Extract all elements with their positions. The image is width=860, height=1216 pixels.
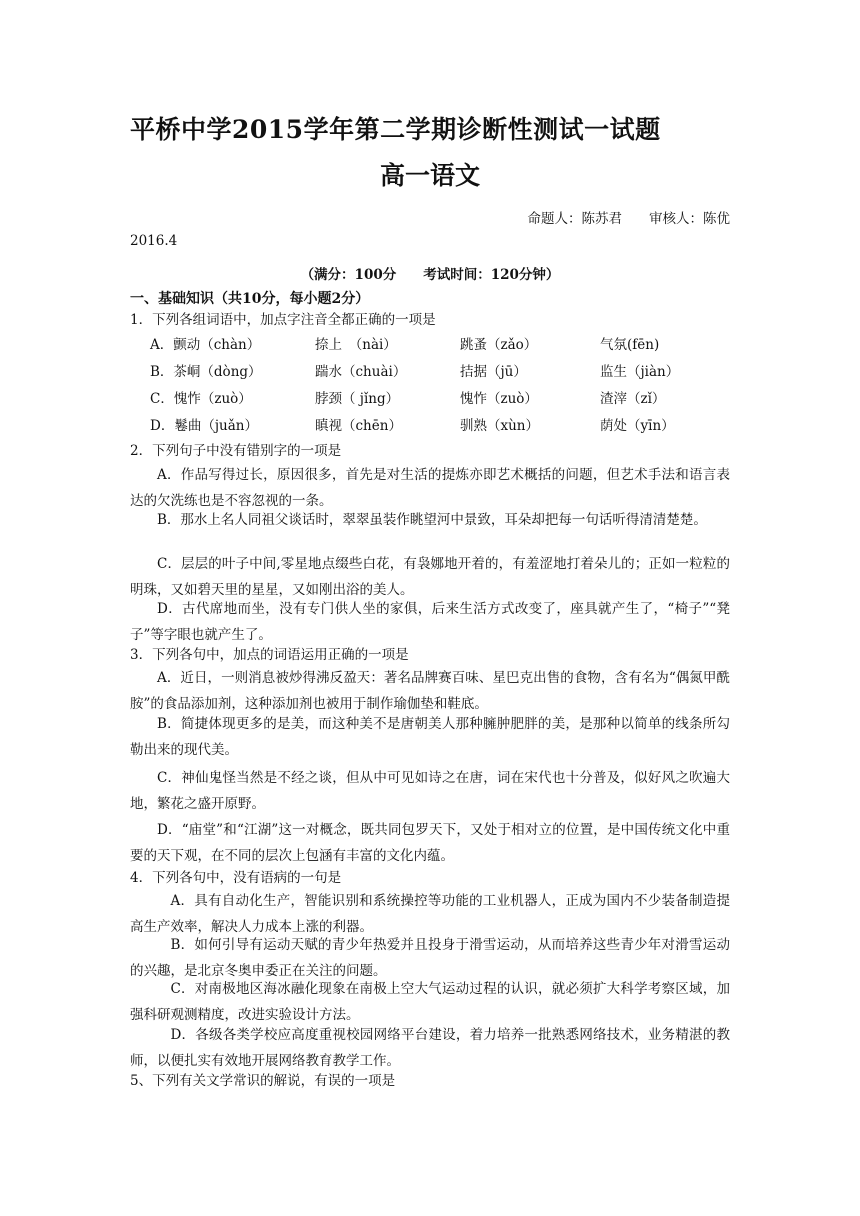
option-row [150,360,750,387]
option-cell: 气氛(fēn) [600,337,660,353]
question-4-option-b: B．如何引导有运动天赋的青少年热爱并且投身于滑雪运动，从而培养这些青少年对滑雪运动的兴趣，是北京冬奥申委正在关注的问题。 [130,937,730,979]
question-4-stem: 4．下列各句中，没有语病的一句是 [130,870,342,886]
exam-subject: 高一语文 [379,161,480,190]
question-4-option-c: C．对南极地区海冰融化现象在南极上空大气运动过程的认识，就必须扩大科学考察区域，加强科研观测精度，改进实验设计方法。 [130,981,730,1023]
authors: 命题人：陈苏君 审核人：陈优 [527,211,730,227]
question-2-option-c: C．层层的叶子中间,零星地点缀些白花，有袅娜地开着的，有羞涩地打着朵儿的；正如一粒粒的明珠，又如碧天里的星星，又如刚出浴的美人。 [130,556,730,598]
option-cell: 脖颈（ jǐng） [315,391,400,407]
question-3-option-c: C．神仙鬼怪当然是不经之谈，但从中可见如诗之在唐，词在宋代也十分普及，似好风之吹遍大地，繁花之盛开原野。 [130,770,730,812]
exam-title: 平桥中学2015学年第二学期诊断性测试一试题 [130,115,661,144]
question-3-stem: 3．下列各句中，加点的词语运用正确的一项是 [130,647,409,663]
option-cell: 渣滓（zǐ） [600,391,666,407]
question-2-option-a: A．作品写得过长，原因很多，首先是对生活的提炼亦即艺术概括的问题，但艺术手法和语言表达的欠洗练也是不容忽视的一条。 [130,467,730,509]
option-cell: 驯熟（xùn） [460,418,540,434]
question-1-options [150,333,750,441]
option-cell: 瞋视（chēn） [315,418,402,434]
section-heading: 一、基础知识（共10分，每小题2分） [130,291,370,307]
option-cell: C．愧怍（zuò） [150,391,252,407]
question-2-stem: 2．下列句子中没有错别字的一项是 [130,443,342,459]
exam-date: 2016.4 [130,233,178,249]
option-cell: A．颤动（chàn） [150,337,261,353]
question-4-option-d: D．各级各类学校应高度重视校园网络平台建设，着力培养一批熟悉网络技术，业务精湛的教师，以便扎实有效地开展网络教育教学工作。 [130,1027,730,1069]
option-cell: 捺上 （nài） [315,337,397,353]
option-cell: 踹水（chuài） [315,364,407,380]
question-1-stem: 1．下列各组词语中，加点字注音全都正确的一项是 [130,312,436,328]
option-cell: 愧怍（zuò） [460,391,538,407]
question-2-option-d: D．古代席地而坐，没有专门供人坐的家俱，后来生活方式改变了，座具就产生了，“椅子”“凳子”等字眼也就产生了。 [130,601,730,643]
option-cell: 拮据（jū） [460,364,527,380]
option-row [150,387,750,414]
option-row [150,333,750,360]
question-3-option-b: B．简捷体现更多的是美，而这种美不是唐朝美人那种臃肿肥胖的美，是那种以简单的线条所勾勒出来的现代美。 [130,716,730,758]
question-3-option-a: A．近日，一则消息被炒得沸反盈天：著名品牌赛百味、星巴克出售的食物，含有名为“偶氮甲酰胺”的食品添加剂，这种添加剂也被用于制作瑜伽垫和鞋底。 [130,670,730,712]
question-4-option-a: A．具有自动化生产，智能识别和系统操控等功能的工业机器人，正成为国内不少装备制造提高生产效率，解决人力成本上涨的利器。 [130,893,730,935]
option-cell: 荫处（yīn） [600,418,675,434]
question-5-stem: 5、下列有关文学常识的解说，有误的一项是 [130,1073,396,1089]
option-cell: B．茶峒（dòng） [150,364,262,380]
option-cell: D．鬈曲（juǎn） [150,418,258,434]
option-row [150,414,750,441]
option-cell: 跳蚤（zǎo） [460,337,538,353]
question-2-option-b: B．那水上名人同祖父谈话时，翠翠虽装作眺望河中景致，耳朵却把每一句话听得清清楚楚。 [157,512,707,528]
score-line: （满分：100分 考试时间：120分钟） [300,267,560,283]
option-cell: 监生（jiàn） [600,364,680,380]
question-3-option-d: D．“庙堂”和“江湖”这一对概念，既共同包罗天下，又处于相对立的位置，是中国传统文化中重要的天下观，在不同的层次上包涵有丰富的文化内蕴。 [130,822,730,864]
